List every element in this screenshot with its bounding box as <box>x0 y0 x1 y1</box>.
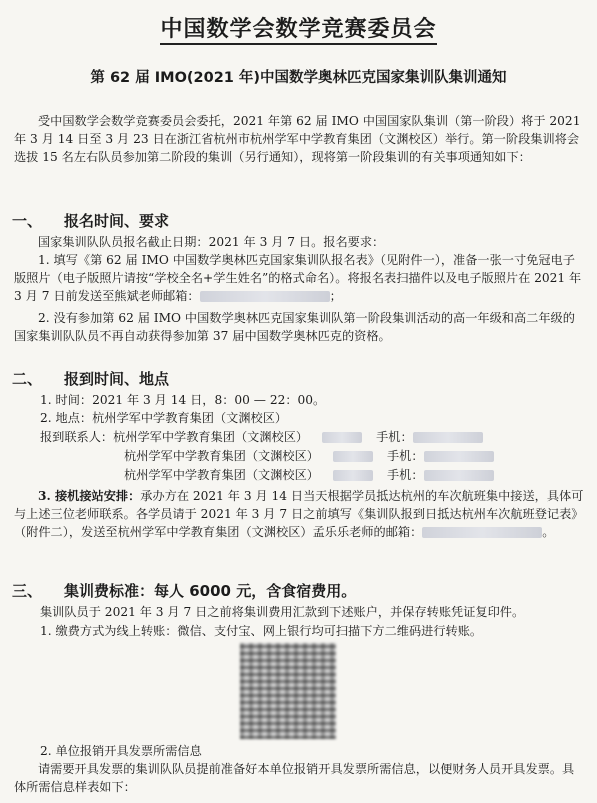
document-title: 中国数学会数学竞赛委员会 <box>0 12 597 43</box>
section-1-heading: 一、 报名时间、要求 <box>12 212 170 230</box>
fee-payment-note: 集训队员于 2021 年 3 月 7 日之前将集训费用汇款到下述账户，并保存转账凭证复印件。 <box>40 605 525 619</box>
invoice-info-heading: 2. 单位报销开具发票所需信息 <box>40 744 202 758</box>
contact-row-1: 报到联系人：杭州学军中学教育集团（文渊校区） 手机： <box>40 428 483 445</box>
redacted-email <box>422 527 542 538</box>
payment-method: 1. 缴费方式为线上转账：微信、支付宝、网上银行均可扫描下方二维码进行转账。 <box>40 624 483 638</box>
section-3-heading: 三、 集训费标准：每人 6000 元，含食宿费用。 <box>12 582 357 600</box>
redacted-phone <box>424 451 494 462</box>
redacted-email <box>200 291 330 302</box>
requirement-item-1: 1. 填写《第 62 届 IMO 中国数学奥林匹克国家集训队报名表》（见附件一），准备一张一寸免冠电子版照片（电子版照片请按“学校全名+学生姓名”的格式命名）。将报名表扫描件以及电子版照片在 2021 年 3 月 7 日前发送至熊斌老师邮箱： ； <box>14 253 582 303</box>
document-subtitle: 第 62 届 IMO(2021 年)中国数学奥林匹克国家集训队集训通知 <box>90 70 507 86</box>
redacted-phone <box>424 470 494 481</box>
check-in-place: 2. 地点：杭州学军中学教育集团（文渊校区） <box>40 411 288 425</box>
contact-row-3: 杭州学军中学教育集团（文渊校区） 手机： <box>124 466 494 483</box>
redacted-name <box>322 432 362 443</box>
check-in-time: 1. 时间：2021 年 3 月 14 日，8：00 — 22：00。 <box>40 393 326 407</box>
intro-paragraph: 受中国数学会数学竞赛委员会委托，2021 年第 62 届 IMO 中国国家队集训（第一阶段）将于 2021 年 3 月 14 日至 3 月 23 日在浙江省杭州市杭州学军中学教育集团（文渊校区）举行。第一阶段集训将会选拔 15 名左右队员参加第二阶段的集训（另行通知），现将第一阶段集训的有关事项通知如下： <box>14 114 581 164</box>
pickup-arrangement: 3. 接机接站安排：承办方在 2021 年 3 月 14 日当天根据学员抵达杭州的车次航班集中接送，具体可与上述三位老师联系。各学员请于 2021 年 3 月 7 日之前填写《集训队报到日抵达杭州车次航班登记表》（附件二），发送至杭州学军中学教育集团（文渊校区）孟乐乐老师的邮箱： 。 <box>14 489 584 539</box>
payment-qr-code <box>240 643 336 739</box>
section-2-heading: 二、 报到时间、地点 <box>12 370 170 388</box>
redacted-name <box>333 451 373 462</box>
invoice-info-text: 请需要开具发票的集训队队员提前准备好本单位报销开具发票所需信息，以便财务人员开具发票。具体所需信息样表如下： <box>14 762 575 794</box>
requirement-item-2: 2. 没有参加第 62 届 IMO 中国数学奥林匹克国家集训队第一阶段集训活动的高一年级和高二年级的国家集训队队员不再自动获得参加第 37 届中国数学奥林匹克的资格。 <box>14 311 575 343</box>
registration-deadline: 国家集训队队员报名截止日期：2021 年 3 月 7 日。报名要求： <box>38 235 385 249</box>
contact-row-2: 杭州学军中学教育集团（文渊校区） 手机： <box>124 447 494 464</box>
redacted-phone <box>413 432 483 443</box>
redacted-name <box>333 470 373 481</box>
